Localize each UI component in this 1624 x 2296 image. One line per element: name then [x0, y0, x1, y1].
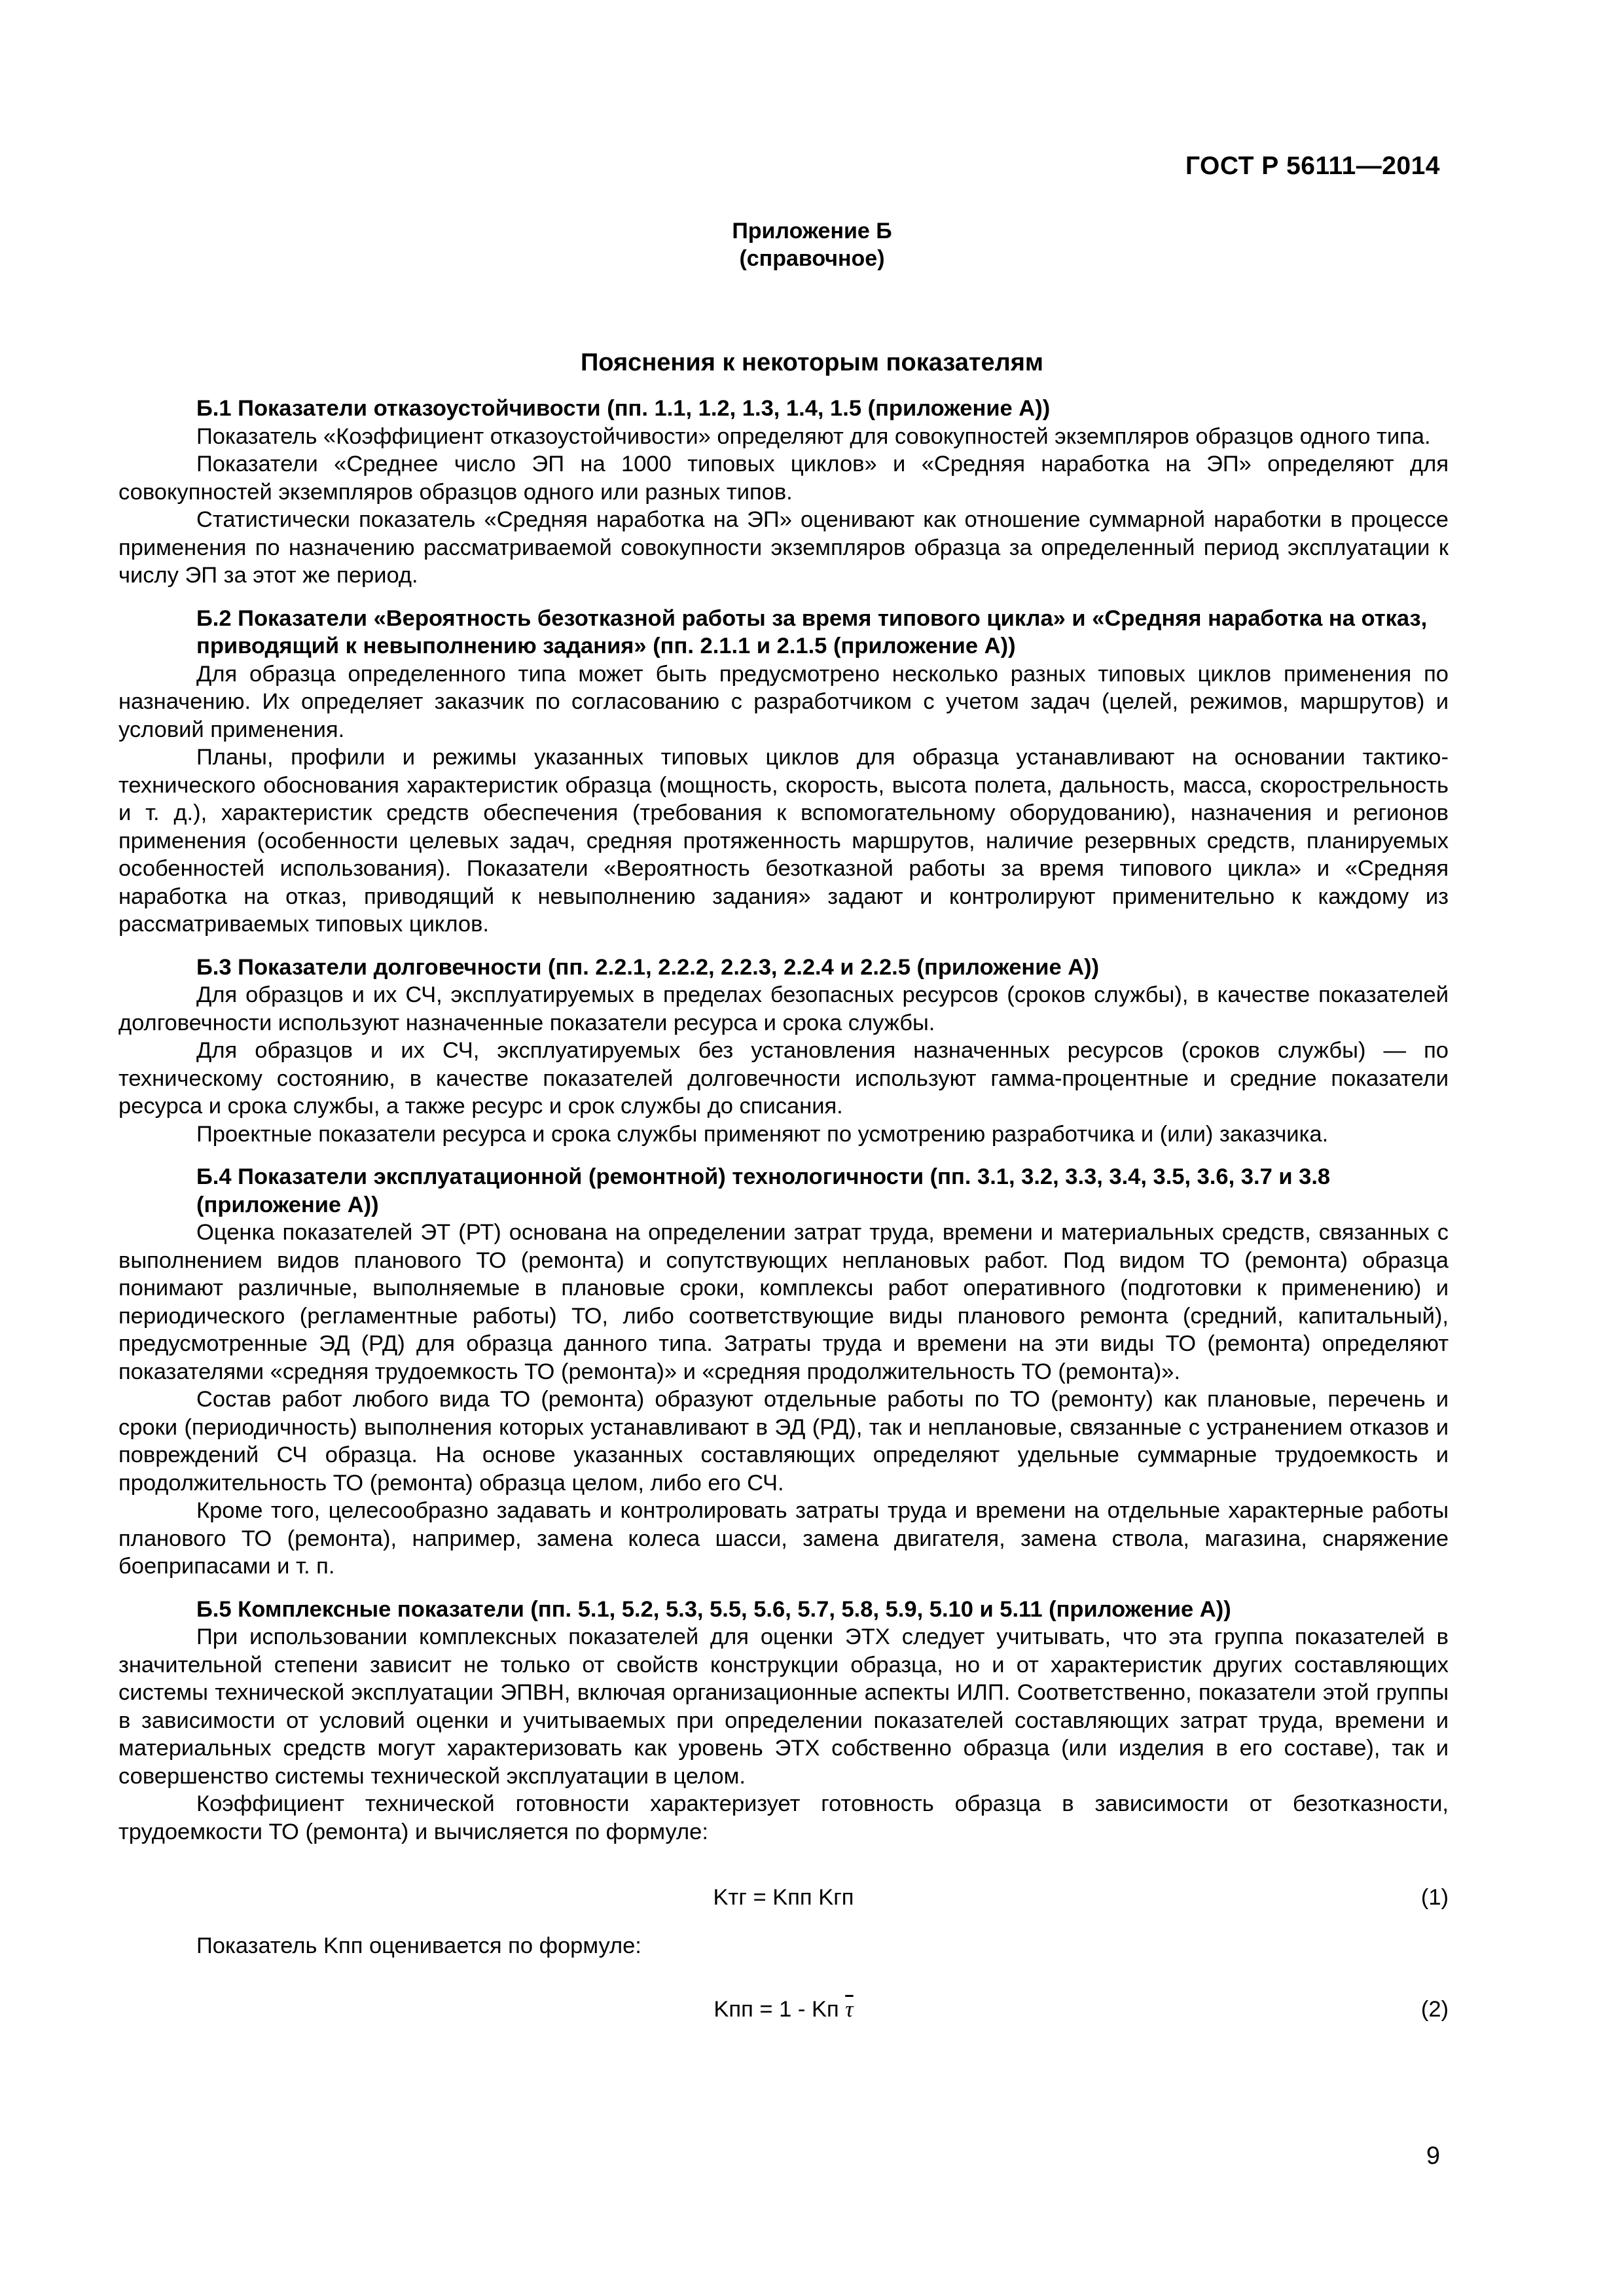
paragraph: Показатель Kпп оценивается по формуле:	[196, 1933, 641, 1958]
tau-symbol: $\overline{\tau}$	[845, 1996, 854, 2022]
section-b1	[118, 395, 1449, 590]
paragraph: Для образца определенного типа может быть предусмотрено несколько разных типовых циклов применения по назначению. Их определяет заказчик по согласованию с разработчиком с учетом задач (целей, режимов, маршрутов) и условий применения.	[118, 661, 1449, 742]
section-heading: Б.2 Показатели «Вероятность безотказной работы за время типового цикла» и «Средняя наработка на отказ, приводящий к невыполнению задания» (пп. 2.1.1 и 2.1.5 (приложение А))	[196, 605, 1428, 658]
equation-number: (1)	[1420, 1885, 1449, 1910]
paragraph: Статистически показатель «Средняя наработка на ЭП» оценивают как отношение суммарной наработки в процессе применения по назначению рассматриваемой совокупности экземпляров образца за определенный период эксплуатации к числу ЭП за этот же период.	[118, 507, 1449, 588]
formula-expression: Kтг = Kпп Kгп	[713, 1885, 854, 1910]
section-b5	[118, 1596, 1449, 2035]
section-b4	[118, 1163, 1449, 1581]
section-heading: Б.5 Комплексные показатели (пп. 5.1, 5.2, 5.3, 5.5, 5.6, 5.7, 5.8, 5.9, 5.10 и 5.11 (приложение А))	[196, 1596, 1231, 1622]
equation-number: (2)	[1420, 1996, 1449, 2022]
paragraph: Коэффициент технической готовности характеризует готовность образца в зависимости от безотказности, трудоемкости ТО (ремонта) и вычисляется по формуле:	[118, 1791, 1449, 1844]
paragraph: Планы, профили и режимы указанных типовых циклов для образца устанавливают на основании тактико-технического обоснования характеристик образца (мощность, скорость, высота полета, дальность, масса, скорострельность и т. д.), характеристик средств обеспечения (требования к вспомогательному оборудованию), назначения и регионов применения (особенности целевых задач, средняя протяженность маршрутов, наличие резервных средств, планируемых особенностей использования). Показатели «Вероятность безотказной работы за время типового цикла» и «Средняя наработка на отказ, приводящий к невыполнению задания» задают и контролируют применительно к каждому из рассматриваемых типовых циклов.	[118, 745, 1449, 937]
paragraph: Для образцов и их СЧ, эксплуатируемых без установления назначенных ресурсов (сроков службы) — по техническому состоянию, в качестве показателей долговечности используют гамма-процентные и средние показатели ресурса и срока службы, а также ресурс и срок службы до списания.	[118, 1038, 1449, 1119]
paragraph: Кроме того, целесообразно задавать и контролировать затраты труда и времени на отдельные характерные работы планового ТО (ремонта), например, замена колеса шасси, замена двигателя, замена ствола, магазина, снаряжение боеприпасами и т. п.	[118, 1498, 1449, 1579]
formula-2	[118, 1984, 1449, 2035]
section-b3	[118, 954, 1449, 1149]
section-heading: Б.3 Показатели долговечности (пп. 2.2.1, 2.2.2, 2.2.3, 2.2.4 и 2.2.5 (приложение А))	[196, 954, 1100, 980]
paragraph: Показатель «Коэффициент отказоустойчивости» определяют для совокупностей экземпляров образцов одного типа.	[196, 423, 1431, 449]
paragraph: Проектные показатели ресурса и срока службы применяют по усмотрению разработчика и (или) заказчика.	[196, 1121, 1329, 1147]
paragraph: Показатели «Среднее число ЭП на 1000 типовых циклов» и «Средняя наработка на ЭП» определяют для совокупностей экземпляров образцов одного или разных типов.	[118, 452, 1449, 505]
page-number: 9	[1426, 2142, 1440, 2170]
formula-expression: Kпп = 1 - Kп	[713, 1996, 839, 2022]
section-heading: Б.4 Показатели эксплуатационной (ремонтной) технологичности (пп. 3.1, 3.2, 3.3, 3.4, 3.5, 3.6, 3.7 и 3.8 (приложение А))	[196, 1164, 1331, 1217]
appendix-status: (справочное)	[739, 246, 885, 271]
section-heading: Б.1 Показатели отказоустойчивости (пп. 1.1, 1.2, 1.3, 1.4, 1.5 (приложение А))	[196, 396, 1051, 421]
paragraph: Для образцов и их СЧ, эксплуатируемых в пределах безопасных ресурсов (сроков службы), в качестве показателей долговечности используют назначенные показатели ресурса и срока службы.	[118, 982, 1449, 1035]
formula-1	[118, 1872, 1449, 1923]
paragraph: При использовании комплексных показателей для оценки ЭТХ следует учитывать, что эта группа показателей в значительной степени зависит не только от свойств конструкции образца, но и от характеристик других составляющих системы технической эксплуатации ЭПВН, включая организационные аспекты ИЛП. Соответственно, показатели этой группы в зависимости от условий оценки и учитываемых при определении показателей составляющих затрат труда, времени и материальных средств могут характеризовать как уровень ЭТХ собственно образца (или изделия в его составе), так и совершенство системы технической эксплуатации в целом.	[118, 1624, 1449, 1789]
appendix-title: Приложение Б	[732, 219, 892, 243]
section-title: Пояснения к некоторым показателям	[580, 349, 1044, 376]
paragraph: Состав работ любого вида ТО (ремонта) образуют отдельные работы по ТО (ремонту) как плановые, перечень и сроки (периодичность) выполнения которых устанавливают в ЭД (РД), так и неплановые, связанные с устранением отказов и повреждений СЧ образца. На основе указанных составляющих определяют удельные суммарные трудоемкость и продолжительность ТО (ремонта) образца целом, либо его СЧ.	[118, 1387, 1449, 1496]
appendix-heading	[0, 217, 1624, 272]
paragraph: Оценка показателей ЭТ (РТ) основана на определении затрат труда, времени и материальных средств, связанных с выполнением видов планового ТО (ремонта) и сопутствующих неплановых работ. Под видом ТО (ремонта) образца понимают различные, выполняемые в плановые сроки, комплексы работ оперативного (подготовки к применению) и периодического (регламентные работы) ТО, либо соответствующие виды планового ремонта (средний, капитальный), предусмотренные ЭД (РД) для образца данного типа. Затраты труда и времени на эти виды ТО (ремонта) определяют показателями «средняя трудоемкость ТО (ремонта)» и «средняя продолжительность ТО (ремонта)».	[118, 1220, 1449, 1384]
formula-expression-wrap	[118, 1996, 1449, 2024]
section-b2	[118, 605, 1449, 939]
document-body	[118, 395, 1449, 2050]
standard-code: ГОСТ Р 56111—2014	[1185, 152, 1440, 180]
